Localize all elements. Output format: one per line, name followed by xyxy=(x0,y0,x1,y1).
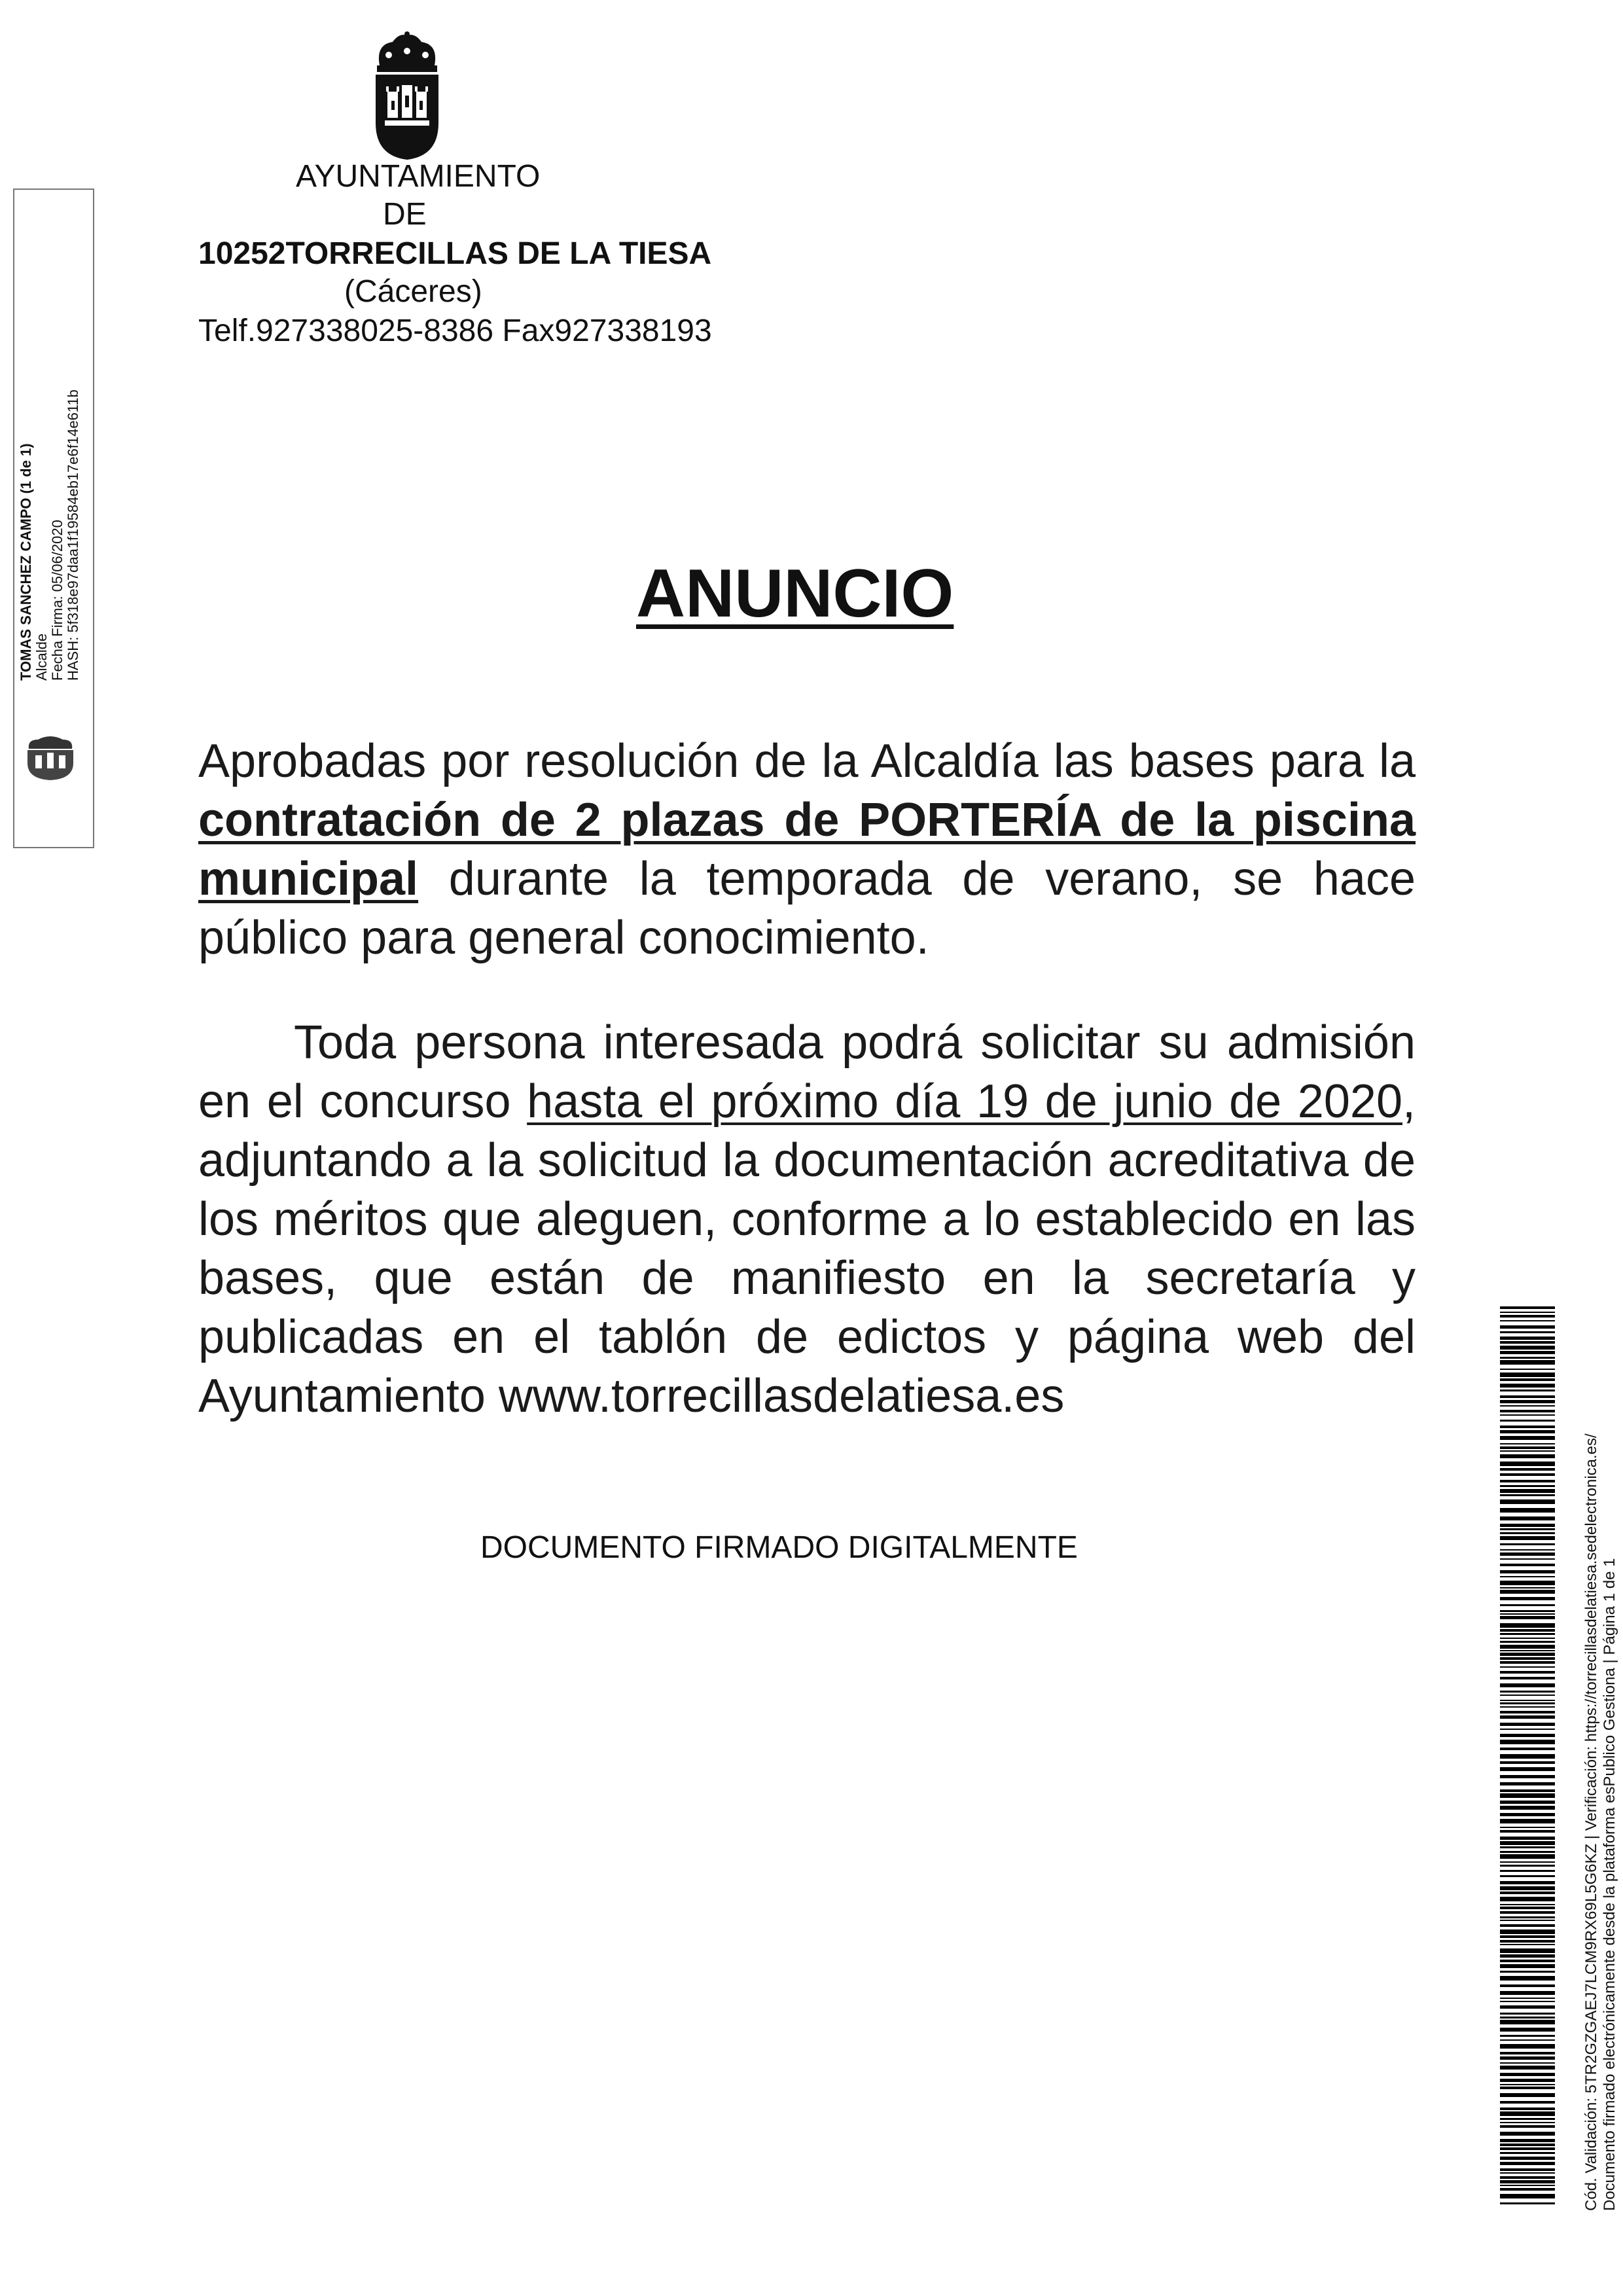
barcode-bar xyxy=(1500,1436,1555,1440)
barcode-bar xyxy=(1500,2157,1555,2160)
barcode-bar xyxy=(1500,1570,1555,1573)
barcode-bar xyxy=(1500,1597,1555,1600)
barcode-bar xyxy=(1500,1971,1555,1973)
barcode-bar xyxy=(1500,1524,1555,1527)
barcode-bar xyxy=(1500,1395,1555,1398)
barcode-bar xyxy=(1500,1875,1555,1877)
barcode-bar xyxy=(1500,1734,1555,1737)
barcode-bar xyxy=(1500,1480,1555,1482)
barcode-bar xyxy=(1500,1870,1555,1872)
barcode-bar xyxy=(1500,1881,1555,1884)
barcode-bar xyxy=(1500,1532,1555,1534)
barcode-bar xyxy=(1500,1695,1555,1696)
header-ayuntamiento: AYUNTAMIENTO xyxy=(296,159,541,194)
barcode-bar xyxy=(1500,2122,1555,2123)
barcode-icon xyxy=(1500,1306,1555,2207)
barcode-bar xyxy=(1500,2152,1555,2154)
barcode-bar xyxy=(1500,1473,1555,1476)
barcode-bar xyxy=(1500,1454,1555,1458)
barcode-bar xyxy=(1500,1405,1555,1407)
barcode-bar xyxy=(1500,1801,1555,1804)
barcode-bar xyxy=(1500,2013,1555,2015)
paragraph-application xyxy=(198,1013,1416,1426)
barcode-bar xyxy=(1500,2017,1555,2018)
header-contact: Telf.927338025-8386 Fax927338193 xyxy=(198,314,712,348)
barcode-bar xyxy=(1500,2168,1555,2171)
barcode-bar xyxy=(1500,1892,1555,1894)
barcode-bar xyxy=(1500,2176,1555,2179)
barcode-bar xyxy=(1500,2005,1555,2009)
barcode-bar xyxy=(1500,2035,1555,2037)
barcode-bar xyxy=(1500,1633,1555,1635)
barcode-bar xyxy=(1500,2185,1555,2186)
barcode-bar xyxy=(1500,1384,1555,1388)
barcode-bar xyxy=(1500,1462,1555,1466)
barcode-bar xyxy=(1500,1543,1555,1545)
barcode-bar xyxy=(1500,2125,1555,2128)
barcode-bar xyxy=(1500,2001,1555,2002)
barcode-bar xyxy=(1500,1700,1555,1701)
barcode-bar xyxy=(1500,1761,1555,1764)
small-crest-icon xyxy=(24,734,77,781)
barcode-bar xyxy=(1500,1420,1555,1422)
barcode-bar xyxy=(1500,1638,1555,1639)
barcode-bar xyxy=(1500,1954,1555,1958)
barcode-bar xyxy=(1500,1549,1555,1551)
barcode-bar xyxy=(1500,1613,1555,1615)
barcode-bar xyxy=(1500,1558,1555,1560)
barcode-bar xyxy=(1500,1929,1555,1934)
barcode-bar xyxy=(1500,1552,1555,1556)
barcode-bar xyxy=(1500,1666,1555,1668)
barcode-bar xyxy=(1500,1706,1555,1708)
barcode-bar xyxy=(1500,2084,1555,2085)
barcode-bar xyxy=(1500,1346,1555,1350)
barcode-bar xyxy=(1500,1325,1555,1329)
verification-code: Cód. Validación: 5TR2GZGAEJ7LCM9RX69L5G6KZ | Verificación: https://torrecillasdelatiesa.sedelectronica.es/ xyxy=(1582,1433,1600,2211)
barcode-bar xyxy=(1500,1410,1555,1412)
barcode-bar xyxy=(1500,2028,1555,2032)
barcode-bar xyxy=(1500,1904,1555,1905)
barcode-bar xyxy=(1500,1924,1555,1927)
barcode-bar xyxy=(1500,2118,1555,2120)
barcode-bar xyxy=(1500,1740,1555,1744)
barcode-bar xyxy=(1500,1320,1555,1321)
barcode-bar xyxy=(1500,2111,1555,2116)
barcode-bar xyxy=(1500,1414,1555,1416)
barcode-bar xyxy=(1500,2188,1555,2191)
barcode-bar xyxy=(1500,1360,1555,1365)
signer-role: Alcalde xyxy=(33,633,50,681)
barcode-bar xyxy=(1500,1443,1555,1444)
barcode-bar xyxy=(1500,2162,1555,2165)
paragraph-application-text-end: , adjuntando a la solicitud la documentación acreditativa de los méritos que aleguen, conforme a lo establecido en las bases, que están de manifiesto en la secretaría y publicadas en el tablón de edictos y página web del Ayuntamiento www.torrecillasdelatiesa.es xyxy=(198,1075,1416,1422)
barcode-bar xyxy=(1500,1336,1555,1340)
barcode-bar xyxy=(1500,1430,1555,1433)
barcode-bar xyxy=(1500,2020,1555,2024)
barcode-bar xyxy=(1500,1940,1555,1943)
barcode-bar xyxy=(1500,1528,1555,1530)
barcode-bar xyxy=(1500,1446,1555,1449)
barcode-bar xyxy=(1500,2202,1555,2204)
barcode-bar xyxy=(1500,1827,1555,1828)
barcode-bar xyxy=(1500,1851,1555,1853)
signature-hash: HASH: 5f318e97daa1f19584eb17e6f14e611b xyxy=(65,389,81,681)
barcode-bar xyxy=(1500,1390,1555,1391)
barcode-bar xyxy=(1500,1691,1555,1693)
barcode-bar xyxy=(1500,1916,1555,1918)
barcode-bar xyxy=(1500,1400,1555,1403)
barcode-bar xyxy=(1500,1715,1555,1719)
barcode-bar xyxy=(1500,2056,1555,2060)
barcode-bar xyxy=(1500,1536,1555,1540)
barcode-bar xyxy=(1500,2079,1555,2082)
barcode-bar xyxy=(1500,1306,1555,1309)
barcode-bar xyxy=(1500,1372,1555,1377)
page-title: ANUNCIO xyxy=(636,556,954,632)
barcode-bar xyxy=(1500,1450,1555,1452)
coat-of-arms-icon xyxy=(366,31,448,162)
verification-platform: Documento firmado electrónicamente desde la plataforma esPublico Gestiona | Página 1 de 1 xyxy=(1601,1558,1618,2211)
barcode-bar xyxy=(1500,1312,1555,1313)
barcode-bar xyxy=(1500,2172,1555,2174)
barcode-bar xyxy=(1500,1369,1555,1370)
barcode-bar xyxy=(1500,1920,1555,1921)
signed-notice: DOCUMENTO FIRMADO DIGITALMENTE xyxy=(480,1530,1078,1565)
barcode-bar xyxy=(1500,1767,1555,1771)
barcode-bar xyxy=(1500,1948,1555,1953)
barcode-bar xyxy=(1500,1357,1555,1359)
barcode-bar xyxy=(1500,1897,1555,1901)
signature-date: Fecha Firma: 05/06/2020 xyxy=(49,520,65,681)
barcode-bar xyxy=(1500,1629,1555,1632)
barcode-bar xyxy=(1500,1331,1555,1333)
barcode-bar xyxy=(1500,2180,1555,2183)
barcode-bar xyxy=(1500,1837,1555,1840)
barcode-bar xyxy=(1500,2039,1555,2041)
barcode-bar xyxy=(1500,1935,1555,1938)
paragraph-approval-text: Aprobadas por resolución de la Alcaldía las bases para la xyxy=(198,735,1416,787)
header-province: (Cáceres) xyxy=(344,274,482,309)
barcode-bar xyxy=(1500,1581,1555,1585)
barcode-bar xyxy=(1500,1729,1555,1730)
barcode-bar xyxy=(1500,2194,1555,2198)
barcode-bar xyxy=(1500,1960,1555,1962)
barcode-bar xyxy=(1500,1907,1555,1909)
paragraph-application-deadline: hasta el próximo día 19 de junio de 2020 xyxy=(527,1075,1402,1128)
barcode-bar xyxy=(1500,2066,1555,2070)
barcode-bar xyxy=(1500,1564,1555,1566)
barcode-bar xyxy=(1500,2062,1555,2064)
barcode-bar xyxy=(1500,1830,1555,1833)
barcode-bar xyxy=(1500,1711,1555,1713)
barcode-bar xyxy=(1500,1494,1555,1496)
barcode-bar xyxy=(1500,1886,1555,1890)
barcode-bar xyxy=(1500,1793,1555,1798)
barcode-bar xyxy=(1500,2144,1555,2146)
barcode-bar xyxy=(1500,1671,1555,1674)
barcode-bar xyxy=(1500,2093,1555,2097)
paragraph-approval-emphasis: contratación de 2 plazas de PORTERÍA de la piscina municipal xyxy=(198,794,1416,905)
barcode-bar xyxy=(1500,2044,1555,2049)
barcode-bar xyxy=(1500,1841,1555,1845)
barcode-bar xyxy=(1500,1590,1555,1594)
barcode-bar xyxy=(1500,1426,1555,1428)
barcode-bar xyxy=(1500,1650,1555,1651)
barcode-bar xyxy=(1500,1813,1555,1816)
barcode-bar xyxy=(1500,1341,1555,1344)
barcode-bar xyxy=(1500,2108,1555,2110)
barcode-bar xyxy=(1500,1610,1555,1612)
barcode-bar xyxy=(1500,1378,1555,1381)
barcode-bar xyxy=(1500,1854,1555,1859)
barcode-bar xyxy=(1500,1677,1555,1679)
barcode-bar xyxy=(1500,1984,1555,1987)
barcode-bar xyxy=(1500,1775,1555,1778)
barcode-bar xyxy=(1500,2139,1555,2142)
barcode-bar xyxy=(1500,1976,1555,1981)
header-de: DE xyxy=(383,197,427,232)
paragraph-approval-text-end: durante la temporada de verano, se hace público para general conocimiento. xyxy=(198,853,1416,964)
barcode-bar xyxy=(1500,1623,1555,1628)
barcode-bar xyxy=(1500,1616,1555,1619)
barcode-bar xyxy=(1500,2087,1555,2089)
barcode-bar xyxy=(1500,1653,1555,1656)
barcode-bar xyxy=(1500,1489,1555,1493)
barcode-bar xyxy=(1500,1315,1555,1318)
barcode-bar xyxy=(1500,1846,1555,1848)
barcode-bar xyxy=(1500,1604,1555,1606)
paragraph-approval xyxy=(198,732,1416,967)
barcode-bar xyxy=(1500,2073,1555,2076)
barcode-bar xyxy=(1500,1702,1555,1704)
barcode-bar xyxy=(1500,2147,1555,2150)
barcode-bar xyxy=(1500,2052,1555,2054)
barcode-bar xyxy=(1500,1998,1555,1999)
barcode-bar xyxy=(1500,1991,1555,1995)
barcode-bar xyxy=(1500,1499,1555,1504)
signer-name: TOMAS SANCHEZ CAMPO (1 de 1) xyxy=(18,443,34,681)
barcode-bar xyxy=(1500,1964,1555,1968)
barcode-bar xyxy=(1500,2101,1555,2104)
barcode-bar xyxy=(1500,1944,1555,1945)
barcode-bar xyxy=(1500,1782,1555,1785)
barcode-bar xyxy=(1500,1641,1555,1643)
barcode-bar xyxy=(1500,1351,1555,1354)
barcode-bar xyxy=(1500,1645,1555,1649)
barcode-bar xyxy=(1500,1865,1555,1867)
barcode-bar xyxy=(1500,2132,1555,2136)
barcode-bar xyxy=(1500,1661,1555,1664)
barcode-bar xyxy=(1500,1754,1555,1759)
barcode-bar xyxy=(1500,1789,1555,1792)
barcode-bar xyxy=(1500,1723,1555,1726)
barcode-bar xyxy=(1500,1748,1555,1750)
barcode-bar xyxy=(1500,1819,1555,1823)
barcode-bar xyxy=(1500,1468,1555,1471)
barcode-bar xyxy=(1500,1683,1555,1687)
barcode-bar xyxy=(1500,1806,1555,1810)
barcode-bar xyxy=(1500,1587,1555,1588)
barcode-bar xyxy=(1500,1911,1555,1914)
paragraph-application-text: Toda persona interesada podrá solicitar su admisión en el concurso xyxy=(198,1016,1416,1128)
barcode-bar xyxy=(1500,1657,1555,1660)
barcode-bar xyxy=(1500,1508,1555,1513)
header-municipality-name: 10252TORRECILLAS DE LA TIESA xyxy=(198,236,712,271)
barcode-bar xyxy=(1500,1576,1555,1577)
barcode-bar xyxy=(1500,1516,1555,1520)
barcode-bar xyxy=(1500,1861,1555,1863)
barcode-bar xyxy=(1500,1485,1555,1487)
